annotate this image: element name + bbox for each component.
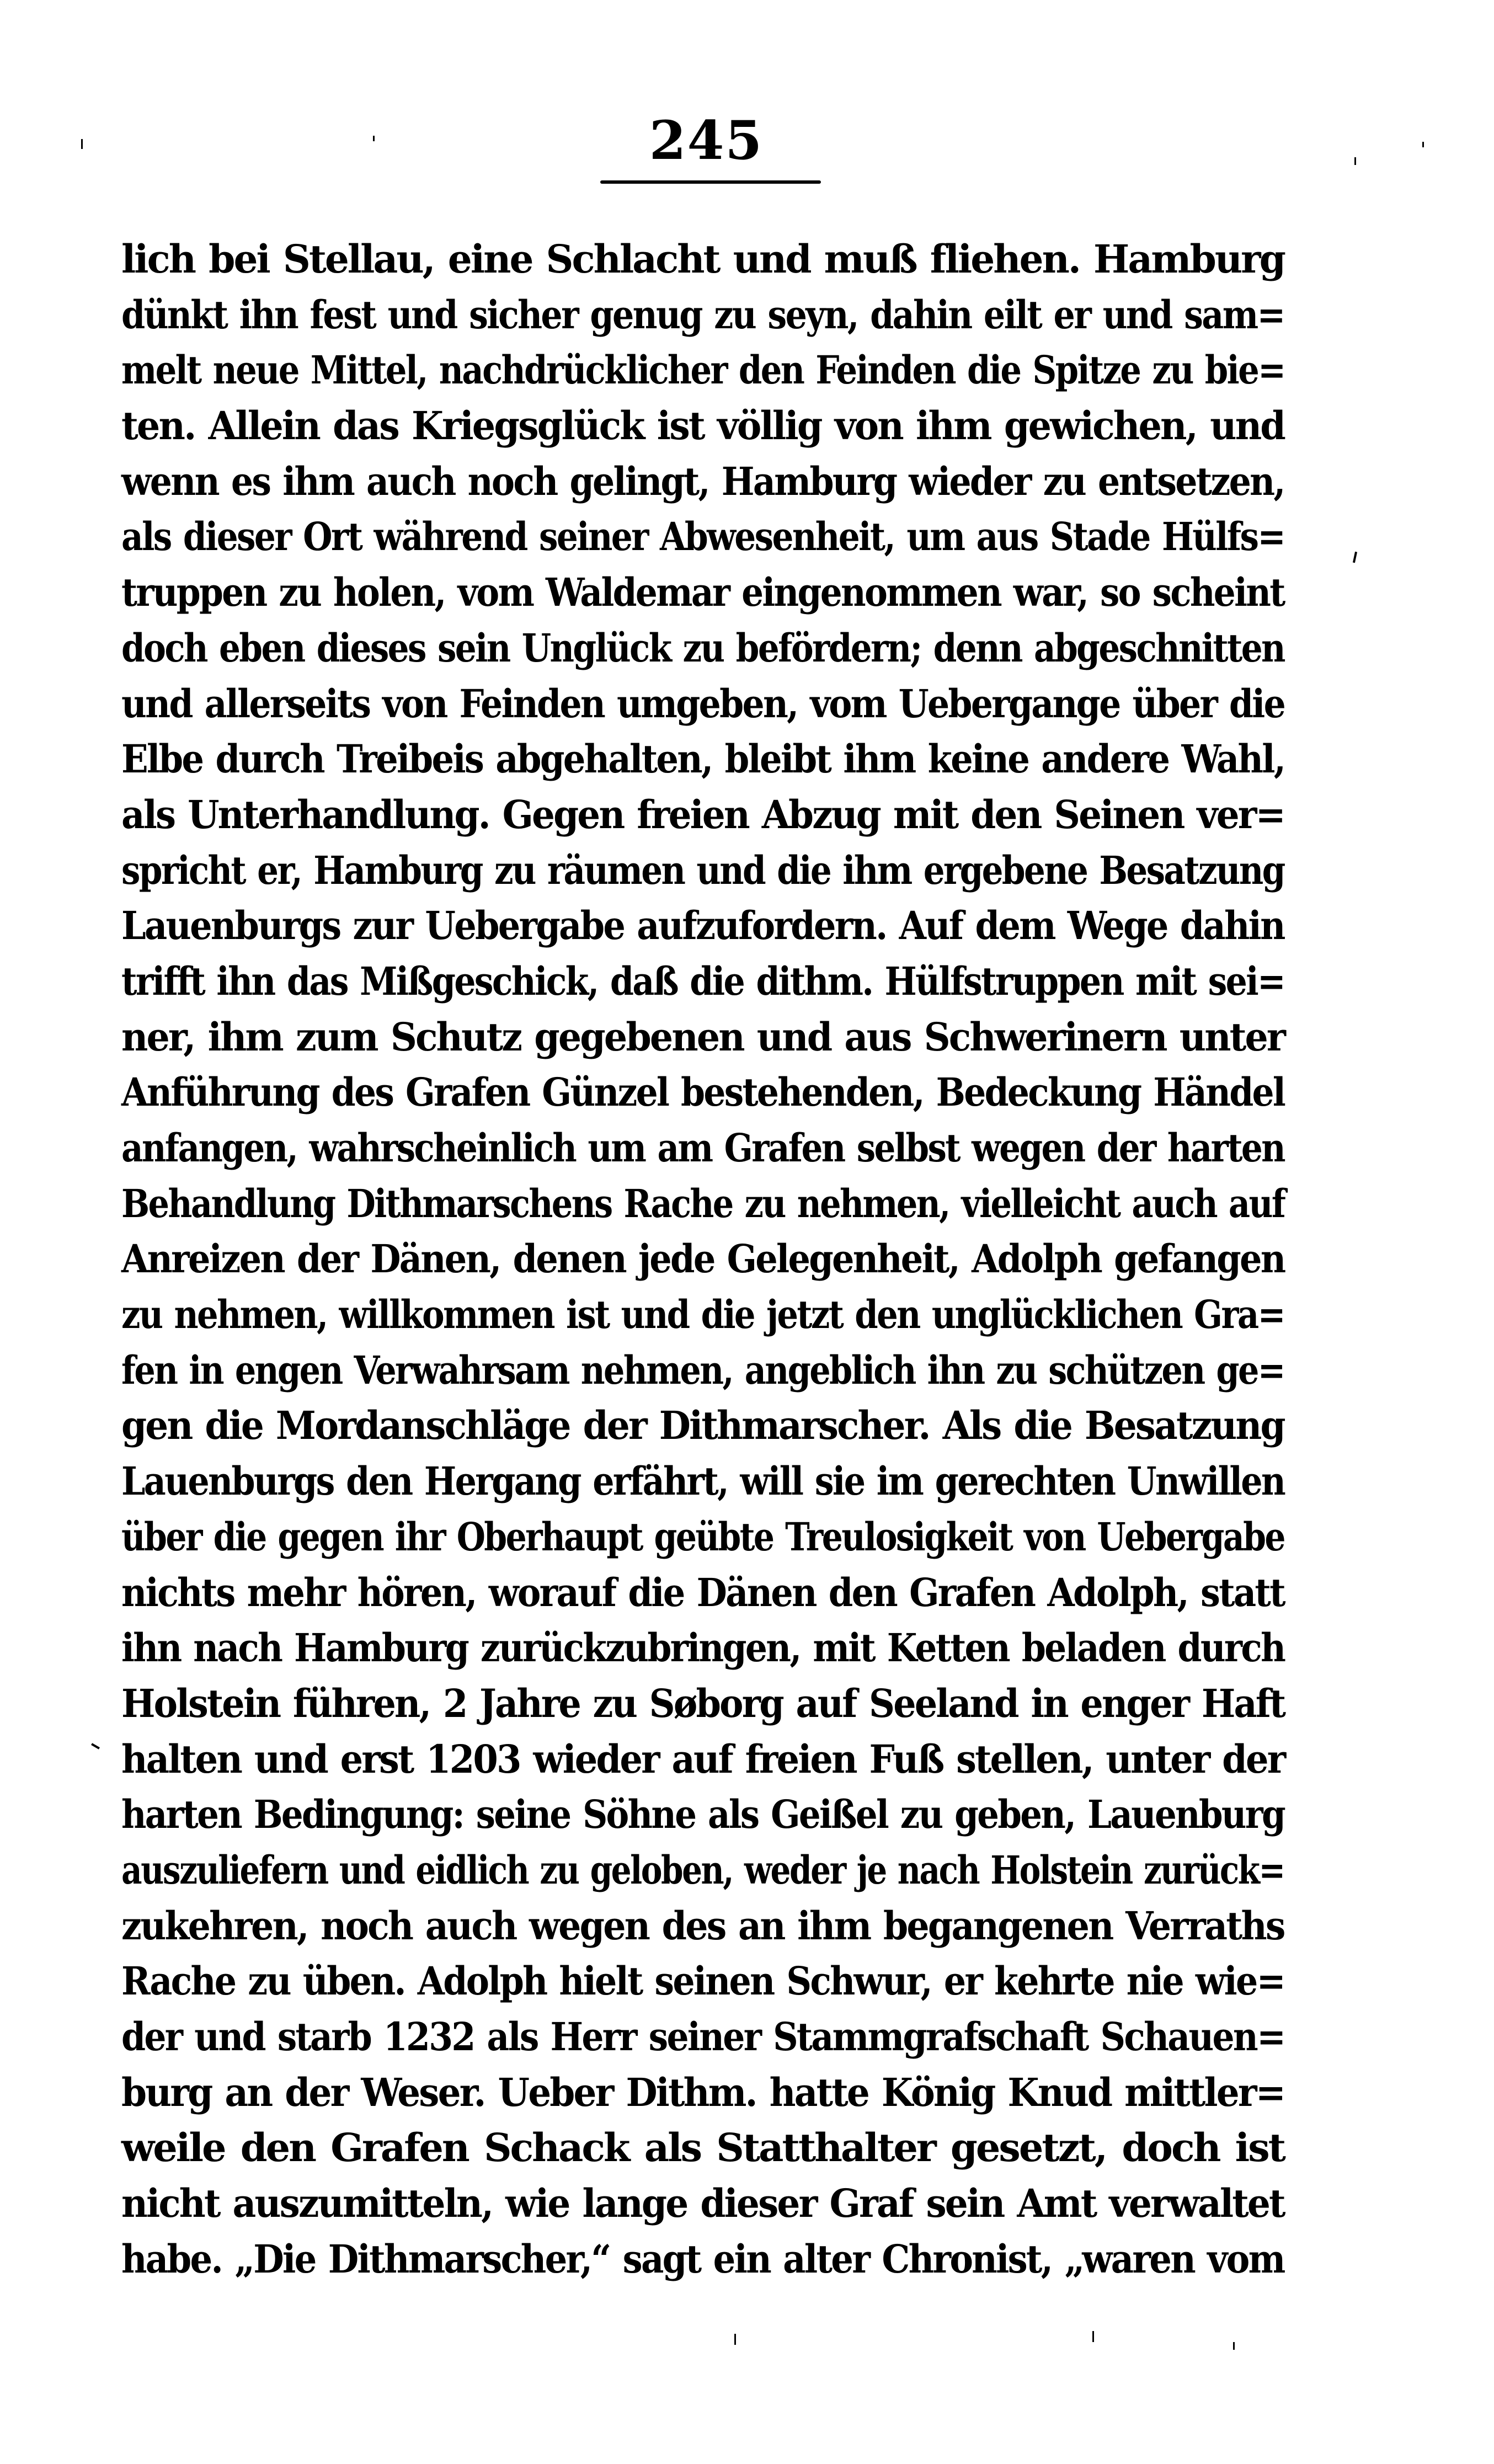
text-line [121,343,1284,398]
text-line-content: halten und erst 1203 wieder auf freien Fuß stellen, unter der [121,1736,1285,1782]
text-line [121,2065,1284,2121]
text-line-content: spricht er, Hamburg zu räumen und die ihm ergebene Besatzung [121,847,1284,893]
text-line-content: Elbe durch Treibeis abgehalten, bleibt ihm keine andere Wahl, [121,736,1285,782]
text-line [121,2009,1284,2065]
scan-speck [1353,552,1357,563]
text-line-content: anfangen, wahrscheinlich um am Grafen selbst wegen der harten [121,1125,1284,1171]
text-line [121,287,1284,343]
text-line [121,398,1284,454]
text-line [121,1898,1284,1954]
text-line [121,732,1284,787]
text-line-content: lich bei Stellau, eine Schlacht und muß fliehen. Hamburg [121,236,1285,282]
text-line [121,1843,1284,1898]
text-line-content: doch eben dieses sein Unglück zu befördern; denn abgeschnitten [121,625,1284,671]
text-line-content: auszuliefern und eidlich zu geloben, weder je nach Holstein zurück= [121,1847,1284,1893]
text-line [121,454,1284,510]
text-line-content: Behandlung Dithmarschens Rache zu nehmen, vielleicht auch auf [121,1180,1285,1226]
text-line-content: ner, ihm zum Schutz gegebenen und aus Schwerinern unter [121,1014,1285,1060]
text-line-content: als dieser Ort während seiner Abwesenheit, um aus Stade Hülfs= [121,514,1285,560]
page-number: 245 [649,109,764,172]
scan-speck [91,1743,100,1749]
text-line-content: über die gegen ihr Oberhaupt geübte Treulosigkeit von Uebergabe [121,1513,1284,1560]
text-line [121,1620,1284,1676]
scan-speck [1092,2331,1094,2342]
text-line [121,1454,1284,1510]
text-line [121,565,1284,621]
text-line [121,2232,1284,2287]
text-line [121,954,1284,1010]
scan-speck [1354,157,1356,165]
text-line-content: fen in engen Verwahrsam nehmen, angeblich ihn zu schützen ge= [121,1347,1284,1393]
text-line [121,1343,1284,1399]
text-line-content: ihn nach Hamburg zurückzubringen, mit Ketten beladen durch [121,1625,1285,1671]
text-line [121,1676,1284,1732]
text-line-content: zukehren, noch auch wegen des an ihm begangenen Verraths [121,1902,1284,1949]
text-line-content: Anreizen der Dänen, denen jede Gelegenheit, Adolph gefangen [121,1236,1285,1282]
text-line-content: Anführung des Grafen Günzel bestehenden, Bedeckung Händel [121,1069,1285,1116]
text-line-content: truppen zu holen, vom Waldemar eingenommen war, so scheint [121,569,1284,616]
text-line [121,1231,1284,1287]
text-line [121,1565,1284,1621]
text-line [121,1176,1284,1232]
text-line-content: gen die Mordanschläge der Dithmarscher. Als die Besatzung [121,1402,1284,1449]
text-line-content: dünkt ihn fest und sicher genug zu seyn, dahin eilt er und sam= [121,291,1284,338]
scan-speck [1233,2342,1235,2350]
text-line [121,1510,1284,1565]
text-line-content: als Unterhandlung. Gegen freien Abzug mit den Seinen ver= [121,791,1284,838]
header-rule [600,180,821,184]
text-line [121,2176,1284,2232]
text-line-content: harten Bedingung: seine Söhne als Geißel zu geben, Lauenburg [121,1791,1285,1838]
text-line-content: nicht auszumitteln, wie lange dieser Graf sein Amt verwaltet [121,2180,1284,2227]
text-line-content: melt neue Mittel, nachdrücklicher den Feinden die Spitze zu bie= [121,347,1285,393]
scan-speck [81,139,83,149]
text-line [121,1065,1284,1121]
scan-speck [734,2334,736,2345]
text-line-content: ten. Allein das Kriegsglück ist völlig von ihm gewichen, und [121,403,1285,449]
text-line-content: zu nehmen, willkommen ist und die jetzt den unglücklichen Gra= [121,1292,1284,1338]
text-line [121,898,1284,954]
text-line-content: trifft ihn das Mißgeschick, daß die dithm. Hülfstruppen mit sei= [121,958,1285,1004]
text-line [121,843,1284,899]
text-line [121,1954,1284,2009]
scan-speck [1422,142,1424,147]
text-line [121,1121,1284,1176]
text-line-content: und allerseits von Feinden umgeben, vom Uebergange über die [121,680,1285,727]
text-line-content: nichts mehr hören, worauf die Dänen den Grafen Adolph, statt [121,1569,1284,1615]
text-line [121,509,1284,565]
text-line-content: Rache zu üben. Adolph hielt seinen Schwur, er kehrte nie wie= [121,1958,1284,2004]
text-line [121,621,1284,676]
text-line-content: Lauenburgs zur Uebergabe aufzufordern. Auf dem Wege dahin [121,903,1284,949]
scan-speck [373,136,375,141]
text-line-content: burg an der Weser. Ueber Dithm. hatte König Knud mittler= [121,2069,1285,2115]
text-line-content: habe. „Die Dithmarscher,“ sagt ein alter Chronist, „waren vom [121,2236,1284,2282]
text-line-content: Lauenburgs den Hergang erfährt, will sie im gerechten Unwillen [121,1458,1285,1505]
text-line-content: weile den Grafen Schack als Statthalter gesetzt, doch ist [121,2125,1284,2171]
text-line [121,1787,1284,1843]
text-line-content: wenn es ihm auch noch gelingt, Hamburg wieder zu entsetzen, [121,458,1284,504]
text-line [121,1287,1284,1343]
text-line-content: Holstein führen, 2 Jahre zu Søborg auf Seeland in enger Haft [121,1680,1285,1726]
text-line [121,1732,1284,1788]
body-text [121,232,1284,2287]
text-line [121,787,1284,843]
text-line [121,1010,1284,1065]
text-line [121,676,1284,732]
text-line-content: der und starb 1232 als Herr seiner Stammgrafschaft Schauen= [121,2014,1285,2060]
text-line [121,232,1284,287]
text-line [121,1398,1284,1454]
text-line [121,2120,1284,2176]
